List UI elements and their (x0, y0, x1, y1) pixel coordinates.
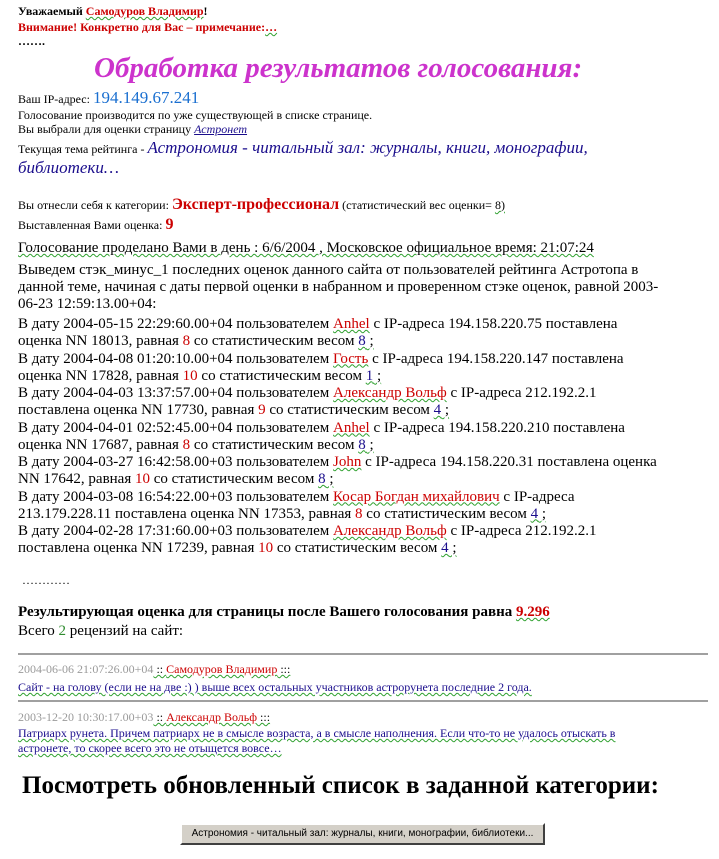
greeting-user: Самодуров Владимир (85, 4, 204, 18)
vote-ip-text: с IP-адреса 194.158.220.31 поставлена оценка (361, 454, 657, 470)
reviews-count: 2 (58, 623, 67, 639)
greeting-prefix: Уважаемый (18, 4, 86, 18)
vote-line-2 (18, 506, 546, 523)
score-line (18, 216, 173, 234)
vote-score-text: поставлена оценка NN 17239, равная (18, 540, 259, 556)
ip-line (18, 88, 199, 108)
vote-weight-value: 8 (358, 333, 366, 349)
vote-date-text: В дату 2004-05-15 22:29:60.00+04 пользователем (18, 316, 334, 332)
stack-line-2: данной теме, начиная с даты первой оценки в набранном и проверенном стэке оценок, равной 2003- (18, 279, 659, 295)
ip-value: 194.149.67.241 (92, 88, 200, 107)
vote-weight-text: со статистическим весом (190, 436, 359, 453)
category-weight-suffix: ) (500, 198, 505, 212)
result-label: Результирующая оценка для страницы после Вашего голосования равна (18, 604, 516, 620)
vote-line-2 (18, 368, 381, 385)
vote-date-text: В дату 2004-03-27 16:42:58.00+03 пользователем (18, 454, 334, 470)
vote-line-2 (18, 540, 457, 557)
review-2-text-line-2: астронете, то скорее всего это не отыщется вовсе… (18, 741, 282, 755)
category-weight-prefix: (статистический вес оценки= (342, 198, 492, 212)
review-2-header (18, 710, 270, 725)
category-value: Эксперт-профессионал (171, 196, 340, 213)
vote-end: ; (325, 471, 334, 487)
notice-dots: ……. (18, 34, 45, 48)
theme-value-1: Астрономия - читальный зал: журналы, книги, монографии, (147, 138, 588, 157)
category-list-button[interactable]: Астрономия - читальный зал: журналы, книги, монографии, библиотеки... (180, 823, 545, 845)
vote-date-text: В дату 2004-04-03 13:37:57.00+04 пользователем (18, 385, 334, 401)
theme-value-2: библиотеки… (18, 158, 119, 177)
chosen-page-link[interactable]: Астронет (194, 122, 248, 136)
vote-weight-value: 4 (530, 505, 539, 522)
stack-line-1: Выведем стэк_минус_1 последних оценок данного сайта от пользователей рейтинга Астротопа в (18, 262, 639, 278)
score-label: Выставленная Вами оценка: (18, 218, 163, 232)
vote-score-text: оценка NN 17828, равная (18, 367, 183, 384)
result-line (18, 604, 550, 621)
vote-ip-text: с IP-адреса 194.158.220.210 поставлена (369, 419, 625, 436)
review-2-author-suffix: ::: (257, 710, 271, 724)
vote-end: ; (365, 333, 374, 349)
review-2-sep: :: (153, 710, 167, 724)
notice (18, 20, 277, 35)
vote-day-text: Голосование проделано Вами в день : 6/6/2004 , Московское официальное время: 21:07:24 (18, 240, 594, 256)
vote-score-text: поставлена оценка NN 17730, равная (18, 402, 259, 418)
divider (18, 700, 708, 702)
vote-end: ; (538, 505, 547, 522)
review-1-header (18, 662, 290, 677)
review-1-text-content: Сайт - на голову (если не на две :) ) выше всех остальных участников астрорунета последние 2 года. (18, 680, 532, 694)
vote-score-text: оценка NN 18013, равная (18, 333, 183, 349)
category-line (18, 196, 505, 214)
vote-end: ; (365, 436, 374, 453)
vote-date-text: В дату 2004-03-08 16:54:22.00+03 пользователем (18, 488, 334, 505)
vote-line-1 (18, 454, 657, 471)
vote-line-1 (18, 489, 574, 506)
vote-date-text: В дату 2004-02-28 17:31:60.00+03 пользователем (18, 523, 334, 539)
vote-line-2 (18, 402, 449, 419)
theme-line (18, 138, 588, 158)
review-1-sep: :: (153, 662, 167, 676)
vote-ip-text: с IP-адреса 212.192.2.1 (446, 385, 597, 401)
vote-score-text: 213.179.228.11 поставлена оценка NN 17353, равная (18, 505, 356, 522)
vote-weight-text: со статистическим весом (190, 333, 359, 349)
vote-date-text: В дату 2004-04-08 01:20:10.00+04 пользователем (18, 350, 334, 367)
vote-weight-text: со статистическим весом (197, 367, 366, 384)
review-2-text-1 (18, 726, 615, 741)
vote-weight-text: со статистическим весом (362, 505, 531, 522)
footer-heading: Посмотреть обновленный список в заданной категории: (22, 772, 659, 799)
vote-user-link[interactable]: John (333, 454, 362, 470)
vote-ip-text: с IP-адреса 212.192.2.1 (446, 523, 597, 539)
vote-line-2 (18, 471, 334, 488)
vote-user-link[interactable]: Гость (333, 350, 369, 367)
chosen-label: Вы выбрали для оценки страницу (18, 122, 195, 136)
vote-score-text: NN 17642, равная (18, 471, 135, 487)
vote-line-1 (18, 420, 625, 437)
vote-user-link[interactable]: Anhel (333, 316, 370, 332)
result-value: 9.296 (515, 604, 550, 620)
vote-line-1 (18, 523, 597, 540)
vote-user-link[interactable]: Александр Вольф (333, 385, 447, 401)
vote-user-link[interactable]: Александр Вольф (333, 523, 447, 539)
vote-weight-text: со статистическим весом (265, 402, 434, 418)
reviews-prefix: Всего (18, 623, 59, 639)
page-title: Обработка результатов голосования: (94, 52, 583, 84)
vote-weight-text: со статистическим весом (150, 471, 319, 487)
vote-line-2 (18, 437, 374, 454)
vote-weight-text: со статистическим весом (273, 540, 442, 556)
reviews-suffix: рецензий на сайт: (66, 623, 184, 639)
more-dots: ………… (22, 573, 70, 587)
greeting-suffix: ! (203, 4, 208, 18)
vote-ip-text: с IP-адреса 194.158.220.75 поставлена (369, 316, 618, 332)
vote-score-value: 10 (258, 540, 274, 556)
vote-score-value: 8 (182, 436, 191, 453)
review-2-author[interactable]: Александр Вольф (166, 710, 258, 724)
review-1-date: 2004-06-06 21:07:26.00+04 (18, 662, 154, 676)
notice-text: Внимание! Конкретно для Вас – примечание: (18, 20, 266, 34)
notice-link[interactable]: … (265, 20, 278, 34)
reviews-count-line (18, 623, 183, 640)
vote-end: ; (373, 367, 382, 384)
vote-line-1 (18, 385, 597, 402)
review-1-author-suffix: ::: (277, 662, 291, 676)
review-2-text-2 (18, 741, 282, 756)
vote-weight-value: 8 (358, 436, 366, 453)
divider (18, 653, 708, 655)
chosen-line (18, 122, 247, 137)
category-weight-value: 8 (494, 198, 501, 212)
vote-line-2 (18, 333, 374, 350)
vote-score-value: 10 (182, 367, 198, 384)
vote-line-1 (18, 351, 624, 368)
vote-user-link[interactable]: Косар Богдан михайлович (333, 488, 500, 505)
ip-label: Ваш IP-адрес: (18, 92, 90, 106)
review-1-author[interactable]: Самодуров Владимир (166, 662, 278, 676)
vote-date-text: В дату 2004-04-01 02:52:45.00+04 пользователем (18, 419, 334, 436)
info-line: Голосование производится по уже существующей в списке странице. (18, 108, 373, 122)
vote-user-link[interactable]: Anhel (333, 419, 370, 436)
vote-day (18, 240, 594, 257)
vote-score-value: 8 (182, 333, 191, 349)
review-1-text (18, 680, 532, 695)
vote-score-value: 9 (258, 402, 266, 418)
review-2-date: 2003-12-20 10:30:17.00+03 (18, 710, 154, 724)
category-label: Вы отнесли себя к категории: (18, 198, 169, 212)
greeting (18, 4, 208, 19)
vote-score-text: оценка NN 17687, равная (18, 436, 183, 453)
vote-weight-value: 1 (365, 367, 374, 384)
vote-line-1 (18, 316, 617, 333)
vote-end: ; (441, 402, 450, 418)
vote-weight-value: 4 (441, 540, 449, 556)
vote-ip-text: с IP-адреса 194.158.220.147 поставлена (368, 350, 624, 367)
review-2-text-line-1: Патриарх рунета. Причем патриарх не в смысле возраста, а в смысле наполнения. Если что-то не удалось отыскать в (18, 726, 616, 740)
vote-score-value: 8 (355, 505, 363, 522)
score-value: 9 (165, 216, 174, 233)
theme-label: Текущая тема рейтинга - (18, 142, 148, 156)
vote-score-value: 10 (135, 471, 150, 487)
vote-end: ; (448, 540, 457, 556)
vote-ip-text: с IP-адреса (499, 488, 575, 505)
vote-weight-value: 4 (433, 402, 442, 418)
stack-line-3: 06-23 12:59:13.00+04: (18, 296, 157, 312)
vote-weight-value: 8 (318, 471, 326, 487)
